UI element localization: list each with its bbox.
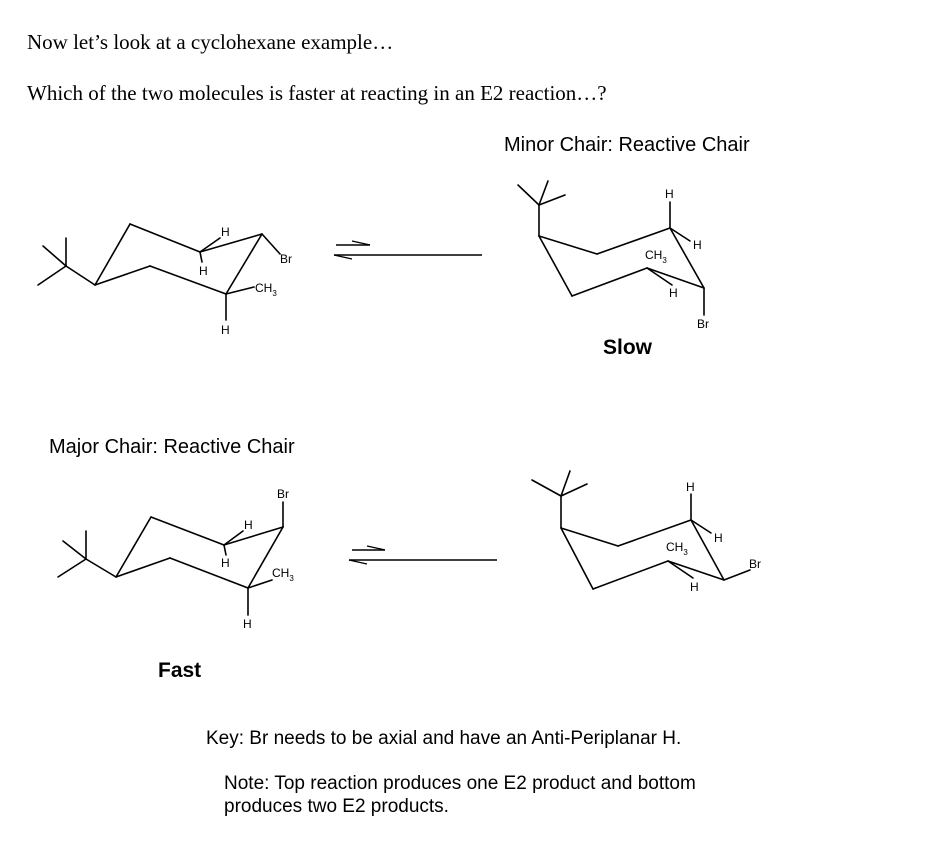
cyclohexane-ring — [539, 228, 704, 296]
hydrogen-label: H — [686, 480, 695, 494]
note-text-line-1: Note: Top reaction produces one E2 product and bottom — [224, 773, 696, 794]
methyl-label: $CH_3$ — [255, 281, 277, 298]
hydrogen-label: H — [221, 225, 230, 239]
bottom-left-chair-molecule — [58, 487, 294, 631]
cyclohexane-ring — [116, 517, 283, 588]
bromine-label: Br — [749, 557, 761, 571]
methyl-label: $CH_3$ — [645, 248, 667, 265]
top-right-chair-molecule — [518, 181, 709, 331]
hydrogen-label: H — [244, 518, 253, 532]
key-text: Key: Br needs to be axial and have an Anti-Periplanar H. — [206, 728, 682, 749]
note-text-line-2: produces two E2 products. — [224, 796, 449, 817]
hydrogen-label: H — [693, 238, 702, 252]
cyclohexane-ring — [95, 224, 262, 294]
tert-butyl-group — [532, 471, 587, 528]
hydrogen-label: H — [243, 617, 252, 631]
hydrogen-label: H — [221, 556, 230, 570]
top-left-chair-molecule — [38, 224, 292, 337]
methyl-label: $CH_3$ — [666, 540, 688, 557]
cyclohexane-ring — [561, 520, 724, 589]
equilibrium-arrows — [349, 546, 497, 564]
hydrogen-label: H — [221, 323, 230, 337]
equilibrium-arrows — [334, 241, 482, 259]
bottom-right-chair-molecule — [532, 471, 761, 594]
hydrogen-label: H — [199, 264, 208, 278]
heading-question: Which of the two molecules is faster at reacting in an E2 reaction…? — [27, 81, 607, 105]
tert-butyl-group — [58, 531, 116, 577]
bromine-label: Br — [277, 487, 289, 501]
heading-line-1: Now let’s look at a cyclohexane example… — [27, 30, 394, 54]
hydrogen-label: H — [714, 531, 723, 545]
major-chair-caption: Major Chair: Reactive Chair — [49, 436, 295, 458]
tert-butyl-group — [518, 181, 565, 236]
fast-label: Fast — [158, 659, 202, 682]
bromine-label: Br — [280, 252, 292, 266]
hydrogen-label: H — [665, 187, 674, 201]
slow-label: Slow — [603, 336, 653, 359]
bromine-label: Br — [697, 317, 709, 331]
hydrogen-label: H — [669, 286, 678, 300]
methyl-label: $CH_3$ — [272, 566, 294, 583]
minor-chair-caption: Minor Chair: Reactive Chair — [504, 134, 750, 156]
hydrogen-label: H — [690, 580, 699, 594]
tert-butyl-group — [38, 238, 95, 285]
